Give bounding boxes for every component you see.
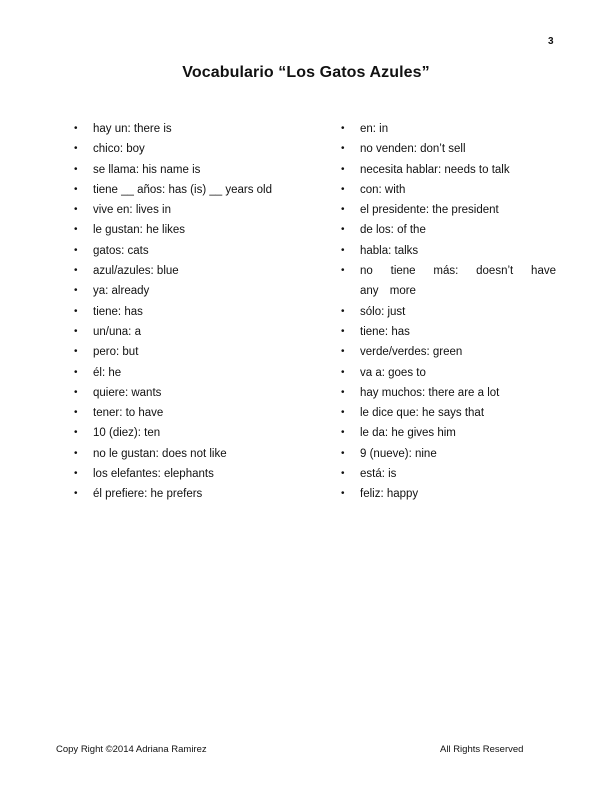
vocab-item: • no venden: don’t sell <box>341 139 556 159</box>
vocab-item: • gatos: cats <box>74 241 324 261</box>
vocab-item: • en: in <box>341 119 556 139</box>
vocab-item: • 10 (diez): ten <box>74 423 324 443</box>
vocab-item: • habla: talks <box>341 241 556 261</box>
vocabulary-list-left <box>74 119 324 505</box>
page-title: Vocabulario “Los Gatos Azules” <box>182 64 430 81</box>
vocab-item: • no tiene más: doesn’t have any more <box>341 261 556 302</box>
vocab-item: • con: with <box>341 180 556 200</box>
vocab-item: • pero: but <box>74 342 324 362</box>
vocab-item: • tener: to have <box>74 403 324 423</box>
vocab-item: • feliz: happy <box>341 484 556 504</box>
vocab-item: • tiene __ años: has (is) __ years old <box>74 180 324 200</box>
vocab-item: • hay un: there is <box>74 119 324 139</box>
vocab-item: • le gustan: he likes <box>74 220 324 240</box>
vocab-item: • chico: boy <box>74 139 324 159</box>
vocab-item: • se llama: his name is <box>74 160 324 180</box>
vocab-item: • vive en: lives in <box>74 200 324 220</box>
vocab-item: • él: he <box>74 363 324 383</box>
vocab-item: • le da: he gives him <box>341 423 556 443</box>
vocabulary-list-right <box>341 119 556 505</box>
vocab-item: • verde/verdes: green <box>341 342 556 362</box>
vocab-item: • 9 (nueve): nine <box>341 444 556 464</box>
footer-copyright: Copy Right ©2014 Adriana Ramirez <box>56 744 207 755</box>
page-number: 3 <box>548 36 554 47</box>
vocab-item: • hay muchos: there are a lot <box>341 383 556 403</box>
footer-rights: All Rights Reserved <box>440 744 524 755</box>
vocab-item: • necesita hablar: needs to talk <box>341 160 556 180</box>
vocab-item: • él prefiere: he prefers <box>74 484 324 504</box>
vocab-item: • ya: already <box>74 281 324 301</box>
vocab-item: • está: is <box>341 464 556 484</box>
vocab-item: • tiene: has <box>341 322 556 342</box>
vocab-item: • de los: of the <box>341 220 556 240</box>
vocab-item: • azul/azules: blue <box>74 261 324 281</box>
vocab-item: • el presidente: the president <box>341 200 556 220</box>
vocab-item: • va a: goes to <box>341 363 556 383</box>
vocab-item: • no le gustan: does not like <box>74 444 324 464</box>
vocab-item: • tiene: has <box>74 302 324 322</box>
vocab-item: • sólo: just <box>341 302 556 322</box>
vocab-item: • los elefantes: elephants <box>74 464 324 484</box>
vocab-item: • le dice que: he says that <box>341 403 556 423</box>
vocab-item: • quiere: wants <box>74 383 324 403</box>
vocab-item: • un/una: a <box>74 322 324 342</box>
